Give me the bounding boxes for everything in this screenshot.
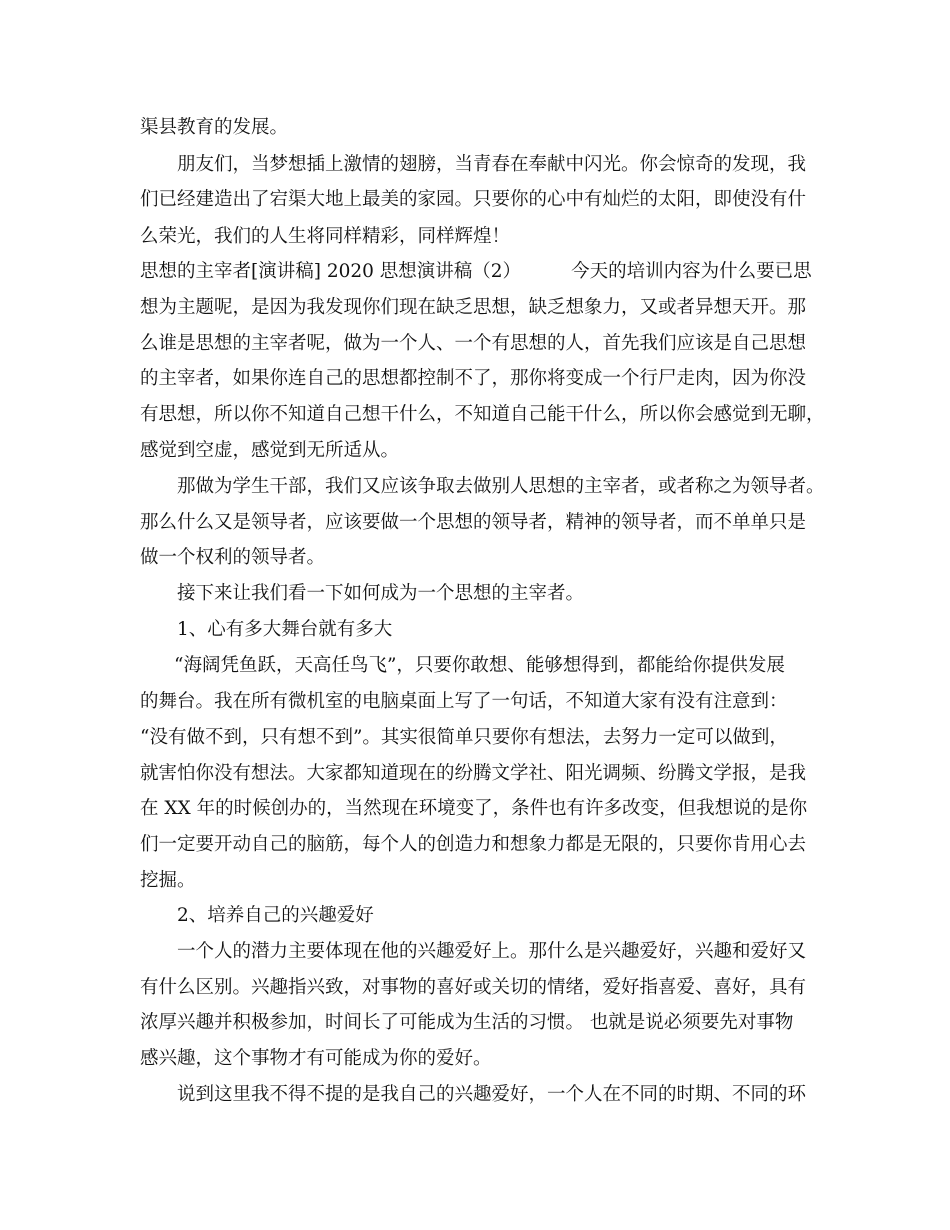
text-line: “海阔凭鱼跃，天高任鸟飞”，只要你敢想、能够想得到，都能给你提供发展 bbox=[174, 655, 785, 676]
text-line: 浓厚兴趣并积极参加，时间长了可能成为生活的习惯。 也就是说必须要先对事物 bbox=[140, 1012, 794, 1033]
document-title: 思想的主宰者[演讲稿] 2020 思想演讲稿（2） bbox=[140, 261, 522, 282]
text-line: 那么什么又是领导者，应该要做一个思想的领导者，精神的领导者，而不单单只是 bbox=[140, 512, 807, 533]
text-line: 朋友们，当梦想插上激情的翅膀，当青春在奉献中闪光。你会惊奇的发现，我 bbox=[177, 154, 807, 175]
text-line: 么荣光，我们的人生将同样精彩，同样辉煌！ bbox=[140, 226, 511, 247]
text-line: 一个人的潜力主要体现在他的兴趣爱好上。那什么是兴趣爱好，兴趣和爱好又 bbox=[177, 941, 807, 962]
text-line: 在 XX 年的时候创办的，当然现在环境变了，条件也有许多改变，但我想说的是你 bbox=[140, 798, 808, 819]
text-line: 想为主题呢，是因为我发现你们现在缺乏思想，缺乏想象力，又或者异想天开。那 bbox=[140, 297, 807, 318]
text-line: 感觉到空虚，感觉到无所适从。 bbox=[140, 440, 400, 461]
section-heading: 1、心有多大舞台就有多大 bbox=[177, 619, 393, 640]
text-line: 渠县教育的发展。 bbox=[140, 117, 289, 138]
text-line: 接下来让我们看一下如何成为一个思想的主宰者。 bbox=[177, 583, 585, 604]
text-line: 们一定要开动自己的脑筋，每个人的创造力和想象力都是无限的，只要你肯用心去 bbox=[140, 834, 807, 855]
text-line: 有什么区别。兴趣指兴致，对事物的喜好或关切的情绪，爱好指喜爱、喜好，具有 bbox=[140, 977, 807, 998]
text-line: 们已经建造出了宕渠大地上最美的家园。只要你的心中有灿烂的太阳，即使没有什 bbox=[140, 189, 807, 210]
text-line: 就害怕你没有想法。大家都知道现在的纷腾文学社、阳光调频、纷腾文学报，是我 bbox=[140, 763, 807, 784]
text-line: 挖掘。 bbox=[140, 870, 196, 891]
text-line: 感兴趣，这个事物才有可能成为你的爱好。 bbox=[140, 1048, 492, 1069]
text-line: 么谁是思想的主宰者呢，做为一个人、一个有思想的人，首先我们应该是自己思想 bbox=[140, 333, 807, 354]
text-line: 的舞台。我在所有微机室的电脑桌面上写了一句话，不知道大家有没有注意到： bbox=[140, 691, 788, 712]
text-line: 那做为学生干部，我们又应该争取去做别人思想的主宰者，或者称之为领导者。 bbox=[177, 476, 825, 497]
heading-line bbox=[140, 260, 812, 284]
text-line: 说到这里我不得不提的是我自己的兴趣爱好，一个人在不同的时期、不同的环 bbox=[177, 1084, 807, 1105]
text-line: 今天的培训内容为什么要已思 bbox=[571, 261, 812, 282]
text-line: 有思想，所以你不知道自己想干什么，不知道自己能干什么，所以你会感觉到无聊， bbox=[140, 404, 825, 425]
text-line: “没有做不到，只有想不到”。其实很简单只要你有想法，去努力一定可以做到， bbox=[140, 727, 788, 748]
text-line: 做一个权利的领导者。 bbox=[140, 547, 326, 568]
text-line: 的主宰者，如果你连自己的思想都控制不了，那你将变成一个行尸走肉，因为你没 bbox=[140, 368, 807, 389]
section-heading: 2、培养自己的兴趣爱好 bbox=[177, 905, 374, 926]
